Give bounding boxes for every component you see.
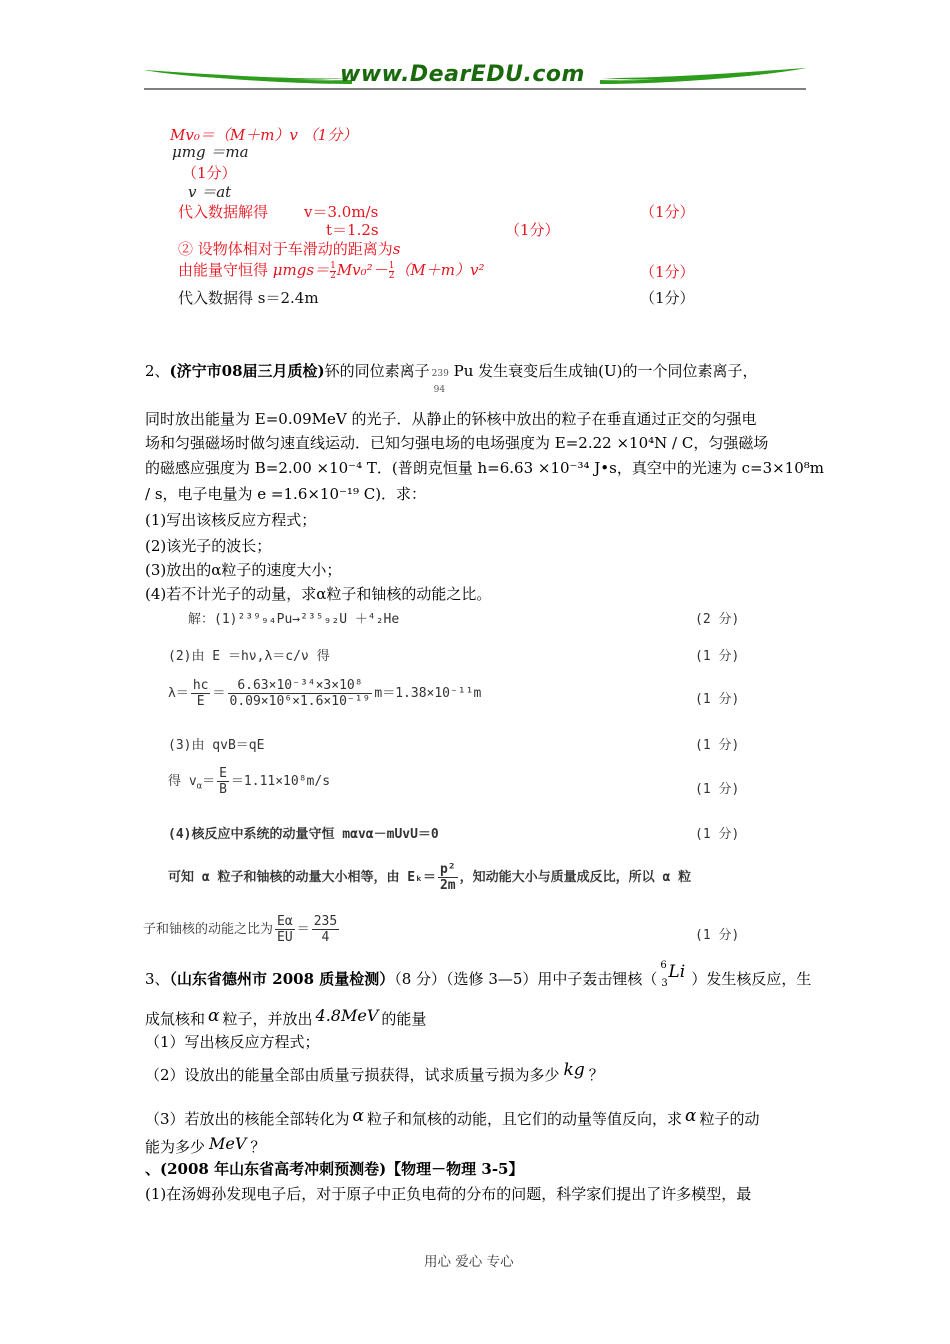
p2-over-2m: $\frac{\text{p²}}{2m}$: [439, 862, 456, 893]
E-over-B: $\frac{E}{B}$: [219, 766, 227, 797]
q3-line2: 成氚核和 α 粒子，并放出 4.8MeV 的能量: [145, 1006, 427, 1028]
Ea-over-EU: $\frac{E\alpha}{EU}$: [277, 914, 293, 945]
q2-sol-s1-score: (2 分): [695, 612, 740, 627]
sol1-line6-score: （1分）: [505, 221, 560, 239]
sol1-line4: v ＝at: [188, 183, 232, 201]
q2-sol-s3: λ＝ $\frac{hc}{E}$ ＝ $\frac{\text{6.63×10⁻³⁴×3×10⁸}}{\text{0.09×10⁶×1.6×10⁻¹⁹}}$ m＝1.38×10⁻¹¹m: [168, 678, 482, 709]
q2-sol-s6: (4)核反应中系统的动量守恒 mαvα－mUvU＝0: [168, 827, 439, 842]
q2-sol-s1: 解：(1)²³⁹₉₄Pu→²³⁵₉₂U ＋⁴₂He: [188, 612, 400, 627]
site-title[interactable]: www.DearEDU.com: [340, 62, 585, 87]
energy-value: 4.8MeV: [315, 1006, 379, 1025]
q2-line3: 场和匀强磁场时做匀速直线运动．已知匀强电场的电场强度为 E=2.22 ×10⁴N / C，匀强磁场: [145, 434, 769, 452]
q2-sol-s4: (3)由 qvB＝qE: [168, 738, 265, 753]
q3-sub1: （1）写出核反应方程式；: [145, 1033, 320, 1051]
q2-sub4: (4)若不计光子的动量，求α粒子和铀核的动能之比。: [145, 585, 492, 603]
sol1-line3: （1分）: [182, 164, 237, 182]
q2-sol-s5: 得 $v_\alpha=$ $\frac{E}{B}$ ＝1.11×10⁸m/s: [168, 766, 331, 797]
sol1-line5-score: （1分）: [640, 203, 695, 221]
li-isotope: 6 3 Li: [660, 960, 686, 989]
sol1-line7: [178, 238, 400, 259]
q2-line4: 的磁感应强度为 B=2.00 ×10⁻⁴ T．(普朗克恒量 h=6.63 ×10⁻³⁴ J•s，真空中的光速为 c=3×10⁸m: [145, 459, 825, 477]
q2-number: 2、: [145, 362, 170, 380]
q3-line1: 3、（山东省德州市 2008 质量检测）（8 分）（选修 3—5）用中子轰击锂核（ 6 3 Li ）发生核反应，生: [145, 960, 812, 989]
q2-intro-a: 钚的同位素离子: [324, 362, 430, 380]
q3-sub3-line2: 能为多少 MeV ？: [145, 1134, 266, 1156]
sol1-line5-value: v＝3.0m/s: [304, 203, 379, 221]
kg-unit: kg: [563, 1060, 585, 1080]
q2-sol-s8: 子和铀核的动能之比为 $\frac{E\alpha}{EU}$ ＝ $\frac{235}{4}$: [143, 914, 338, 945]
q2-sol-s7: 可知 α 粒子和铀核的动量大小相等，由 Eₖ＝ $\frac{\text{p²}}{2m}$ ，知动能大小与质量成反比，所以 α 粒: [168, 862, 692, 893]
sol1-line7-text: ② 设物体相对于车滑动的距离为: [178, 240, 393, 258]
q3-sub3: （3）若放出的核能全部转化为 α 粒子和氚核的动能，且它们的动量等值反向，求 α 粒子的动: [145, 1106, 760, 1128]
q2-intro-b: Pu 发生衰变后生成铀(U)的一个同位素离子，: [453, 362, 758, 380]
q4-line1: (1)在汤姆孙发现电子后，对于原子中正负电荷的分布的问题，科学家们提出了许多模型，最: [145, 1185, 752, 1203]
sol1-line8-formula-b: Mv₀²－: [336, 261, 388, 279]
q2-line1: [145, 360, 758, 395]
q2-sub2: (2)该光子的波长；: [145, 537, 272, 555]
sol1-line5-text: 代入数据解得: [178, 203, 269, 221]
sol1-line6-value: t＝1.2s: [326, 221, 379, 239]
q2-sub3: (3)放出的α粒子的速度大小；: [145, 561, 342, 579]
sol1-line8-prefix: 由能量守恒得: [178, 261, 269, 279]
q3-sub2: （2）设放出的能量全部由质量亏损获得，试求质量亏损为多少 kg ？: [145, 1060, 604, 1084]
sol1-line7-var: s: [392, 240, 401, 258]
q2-sub1: (1)写出该核反应方程式；: [145, 511, 317, 529]
sol1-line8-formula-a: μmgs＝: [272, 261, 330, 279]
sol1-line1: Mv₀＝（M＋m）v （1分）: [170, 126, 358, 144]
sol1-line8-score: （1分）: [640, 263, 695, 281]
q2-sol-s2-score: (1 分): [695, 649, 740, 664]
sol1-line2: μmg ＝ma: [172, 143, 249, 161]
q2-sol-s8-score: (1 分): [695, 928, 740, 943]
q2-source: (济宁市08届三月质检): [169, 362, 325, 380]
q2-sol-s2: (2)由 E ＝hν,λ＝c/ν 得: [168, 649, 330, 664]
q2-sol-s5-score: (1 分): [695, 782, 740, 797]
q2-sol-s6-score: (1 分): [695, 827, 740, 842]
q3-source: （山东省德州市 2008 质量检测）: [169, 970, 395, 988]
ratio-fraction: $\frac{235}{4}$: [313, 914, 338, 945]
hc-over-E: $\frac{hc}{E}$: [192, 678, 209, 709]
q2-sol-s3-score: (1 分): [695, 692, 740, 707]
q2-line5: / s，电子电量为 e =1.6×10⁻¹⁹ C)．求：: [145, 485, 427, 503]
q4-heading: 、(2008 年山东省高考冲刺预测卷)【物理－物理 3-5】: [145, 1160, 524, 1178]
sol1-line9: 代入数据得 s＝2.4m: [178, 289, 319, 307]
sol1-line8-formula-c: （M＋m）v²: [395, 261, 485, 279]
lambda-fraction: $\frac{\text{6.63×10⁻³⁴×3×10⁸}}{\text{0.09×10⁶×1.6×10⁻¹⁹}}$: [229, 678, 371, 709]
sol1-line9-score: （1分）: [640, 289, 695, 307]
sol1-line8: [178, 259, 485, 281]
pu-isotope: 239 94: [431, 369, 449, 395]
half-fraction-2: $\frac{1}{2}$: [388, 260, 395, 281]
half-fraction: $\frac{1}{2}$: [330, 260, 336, 281]
page-footer: 用心 爱心 专心: [424, 1254, 514, 1270]
q2-sol-s4-score: (1 分): [695, 738, 740, 753]
mev-unit: MeV: [209, 1134, 247, 1153]
q2-line2: 同时放出能量为 E=0.09MeV 的光子．从静止的钚核中放出的粒子在垂直通过正交的匀强电: [145, 410, 757, 428]
alpha-symbol: α: [208, 1006, 220, 1026]
